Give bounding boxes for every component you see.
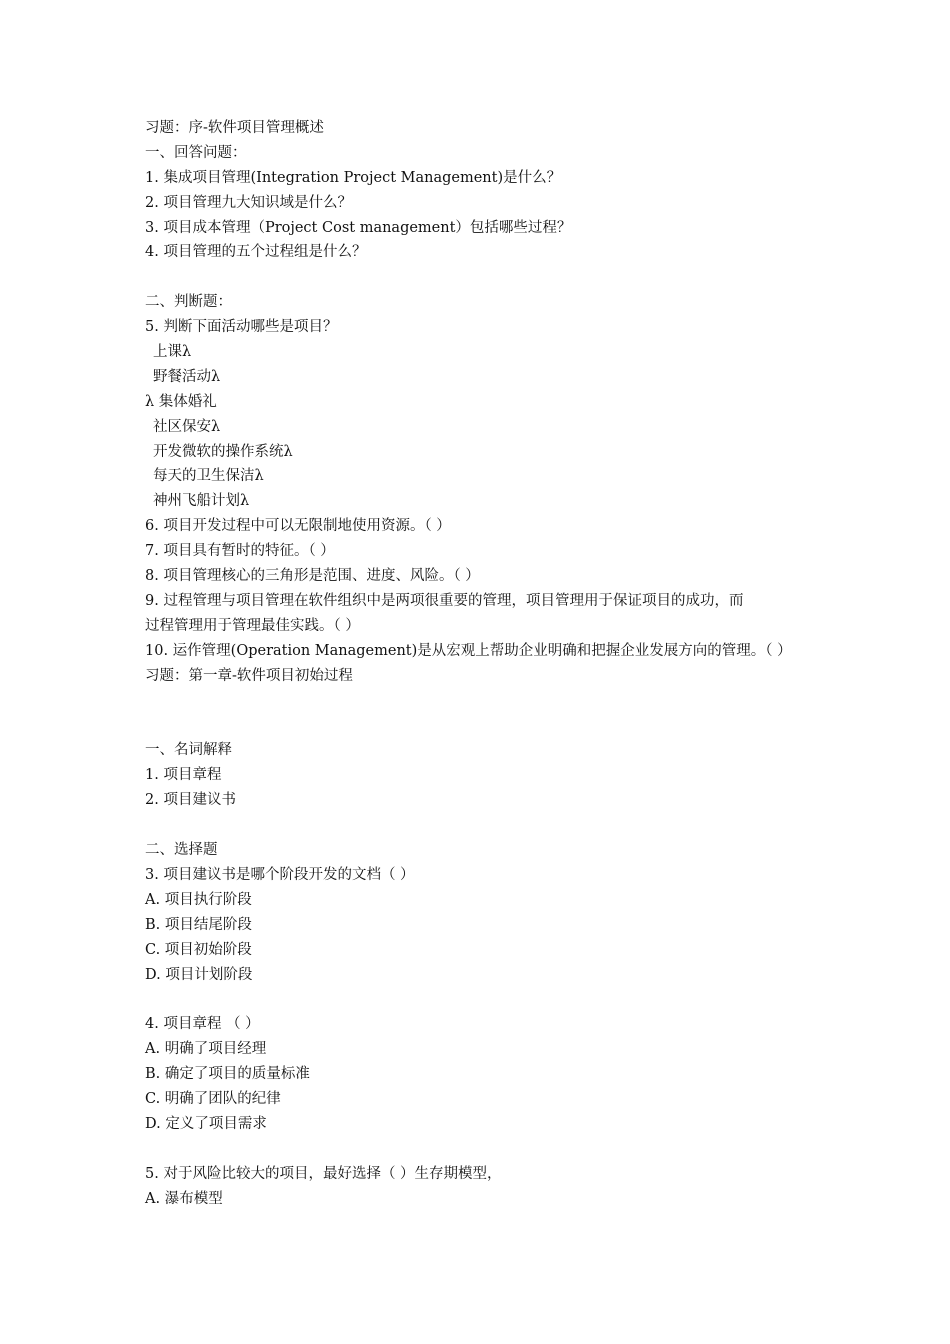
list-item: 社区保安λ bbox=[153, 418, 221, 435]
question-group-header: 二、选择题 bbox=[145, 842, 218, 859]
option-item: C. 项目初始阶段 bbox=[145, 941, 252, 958]
question-item: 10. 运作管理(Operation Management)是从宏观上帮助企业明确和把握企业发展方向的管理。（ ） bbox=[145, 642, 792, 659]
list-item: 开发微软的操作系统λ bbox=[153, 443, 293, 460]
question-item: 5. 判断下面活动哪些是项目？ bbox=[145, 319, 338, 336]
spacer bbox=[145, 265, 815, 290]
question-item: 2. 项目建议书 bbox=[145, 792, 236, 809]
section-title: 习题：序-软件项目管理概述 bbox=[145, 120, 324, 136]
list-item: 上课λ bbox=[153, 344, 192, 361]
question-item: 7. 项目具有暂时的特征。（ ） bbox=[145, 543, 335, 560]
option-item: A. 明确了项目经理 bbox=[145, 1041, 267, 1058]
question-group-header: 二、判断题： bbox=[145, 294, 232, 311]
question-item: 1. 项目章程 bbox=[145, 767, 222, 784]
option-item: A. 瀑布模型 bbox=[145, 1190, 223, 1207]
spacer bbox=[145, 688, 815, 738]
question-item: 9. 过程管理与项目管理在软件组织中是两项很重要的管理，项目管理用于保证项目的成功，而 bbox=[145, 592, 744, 609]
question-item: 5. 对于风险比较大的项目，最好选择（ ）生存期模型， bbox=[145, 1165, 502, 1182]
list-item: 每天的卫生保洁λ bbox=[153, 468, 264, 485]
question-item: 6. 项目开发过程中可以无限制地使用资源。（ ） bbox=[145, 518, 451, 535]
list-item: 神州飞船计划λ bbox=[153, 493, 250, 510]
option-item: A. 项目执行阶段 bbox=[145, 891, 252, 908]
option-item: B. 确定了项目的质量标准 bbox=[145, 1066, 310, 1083]
question-group-header: 一、回答问题： bbox=[145, 144, 247, 161]
question-item: 4. 项目章程 （ ） bbox=[145, 1016, 260, 1033]
question-group-header: 一、名词解释 bbox=[145, 742, 232, 759]
spacer bbox=[145, 987, 815, 1012]
option-item: D. 定义了项目需求 bbox=[145, 1115, 267, 1132]
question-item-continuation: 过程管理用于管理最佳实践。（ ） bbox=[145, 617, 360, 634]
spacer bbox=[145, 813, 815, 838]
question-item: 3. 项目成本管理（Project Cost management）包括哪些过程？ bbox=[145, 219, 572, 236]
spacer bbox=[145, 1137, 815, 1162]
option-item: B. 项目结尾阶段 bbox=[145, 916, 252, 933]
option-item: C. 明确了团队的纪律 bbox=[145, 1090, 281, 1107]
question-item: 2. 项目管理九大知识域是什么？ bbox=[145, 194, 352, 211]
question-item: 1. 集成项目管理(Integration Project Management)是什么？ bbox=[145, 169, 562, 186]
option-item: D. 项目计划阶段 bbox=[145, 966, 253, 983]
question-item: 3. 项目建议书是哪个阶段开发的文档（ ） bbox=[145, 866, 415, 883]
question-item: 4. 项目管理的五个过程组是什么？ bbox=[145, 244, 367, 261]
document-body bbox=[145, 116, 815, 1211]
list-item: λ 集体婚礼 bbox=[145, 393, 217, 410]
list-item: 野餐活动λ bbox=[153, 368, 221, 385]
section-title: 习题：第一章-软件项目初始过程 bbox=[145, 667, 353, 684]
question-item: 8. 项目管理核心的三角形是范围、进度、风险。（ ） bbox=[145, 568, 480, 585]
